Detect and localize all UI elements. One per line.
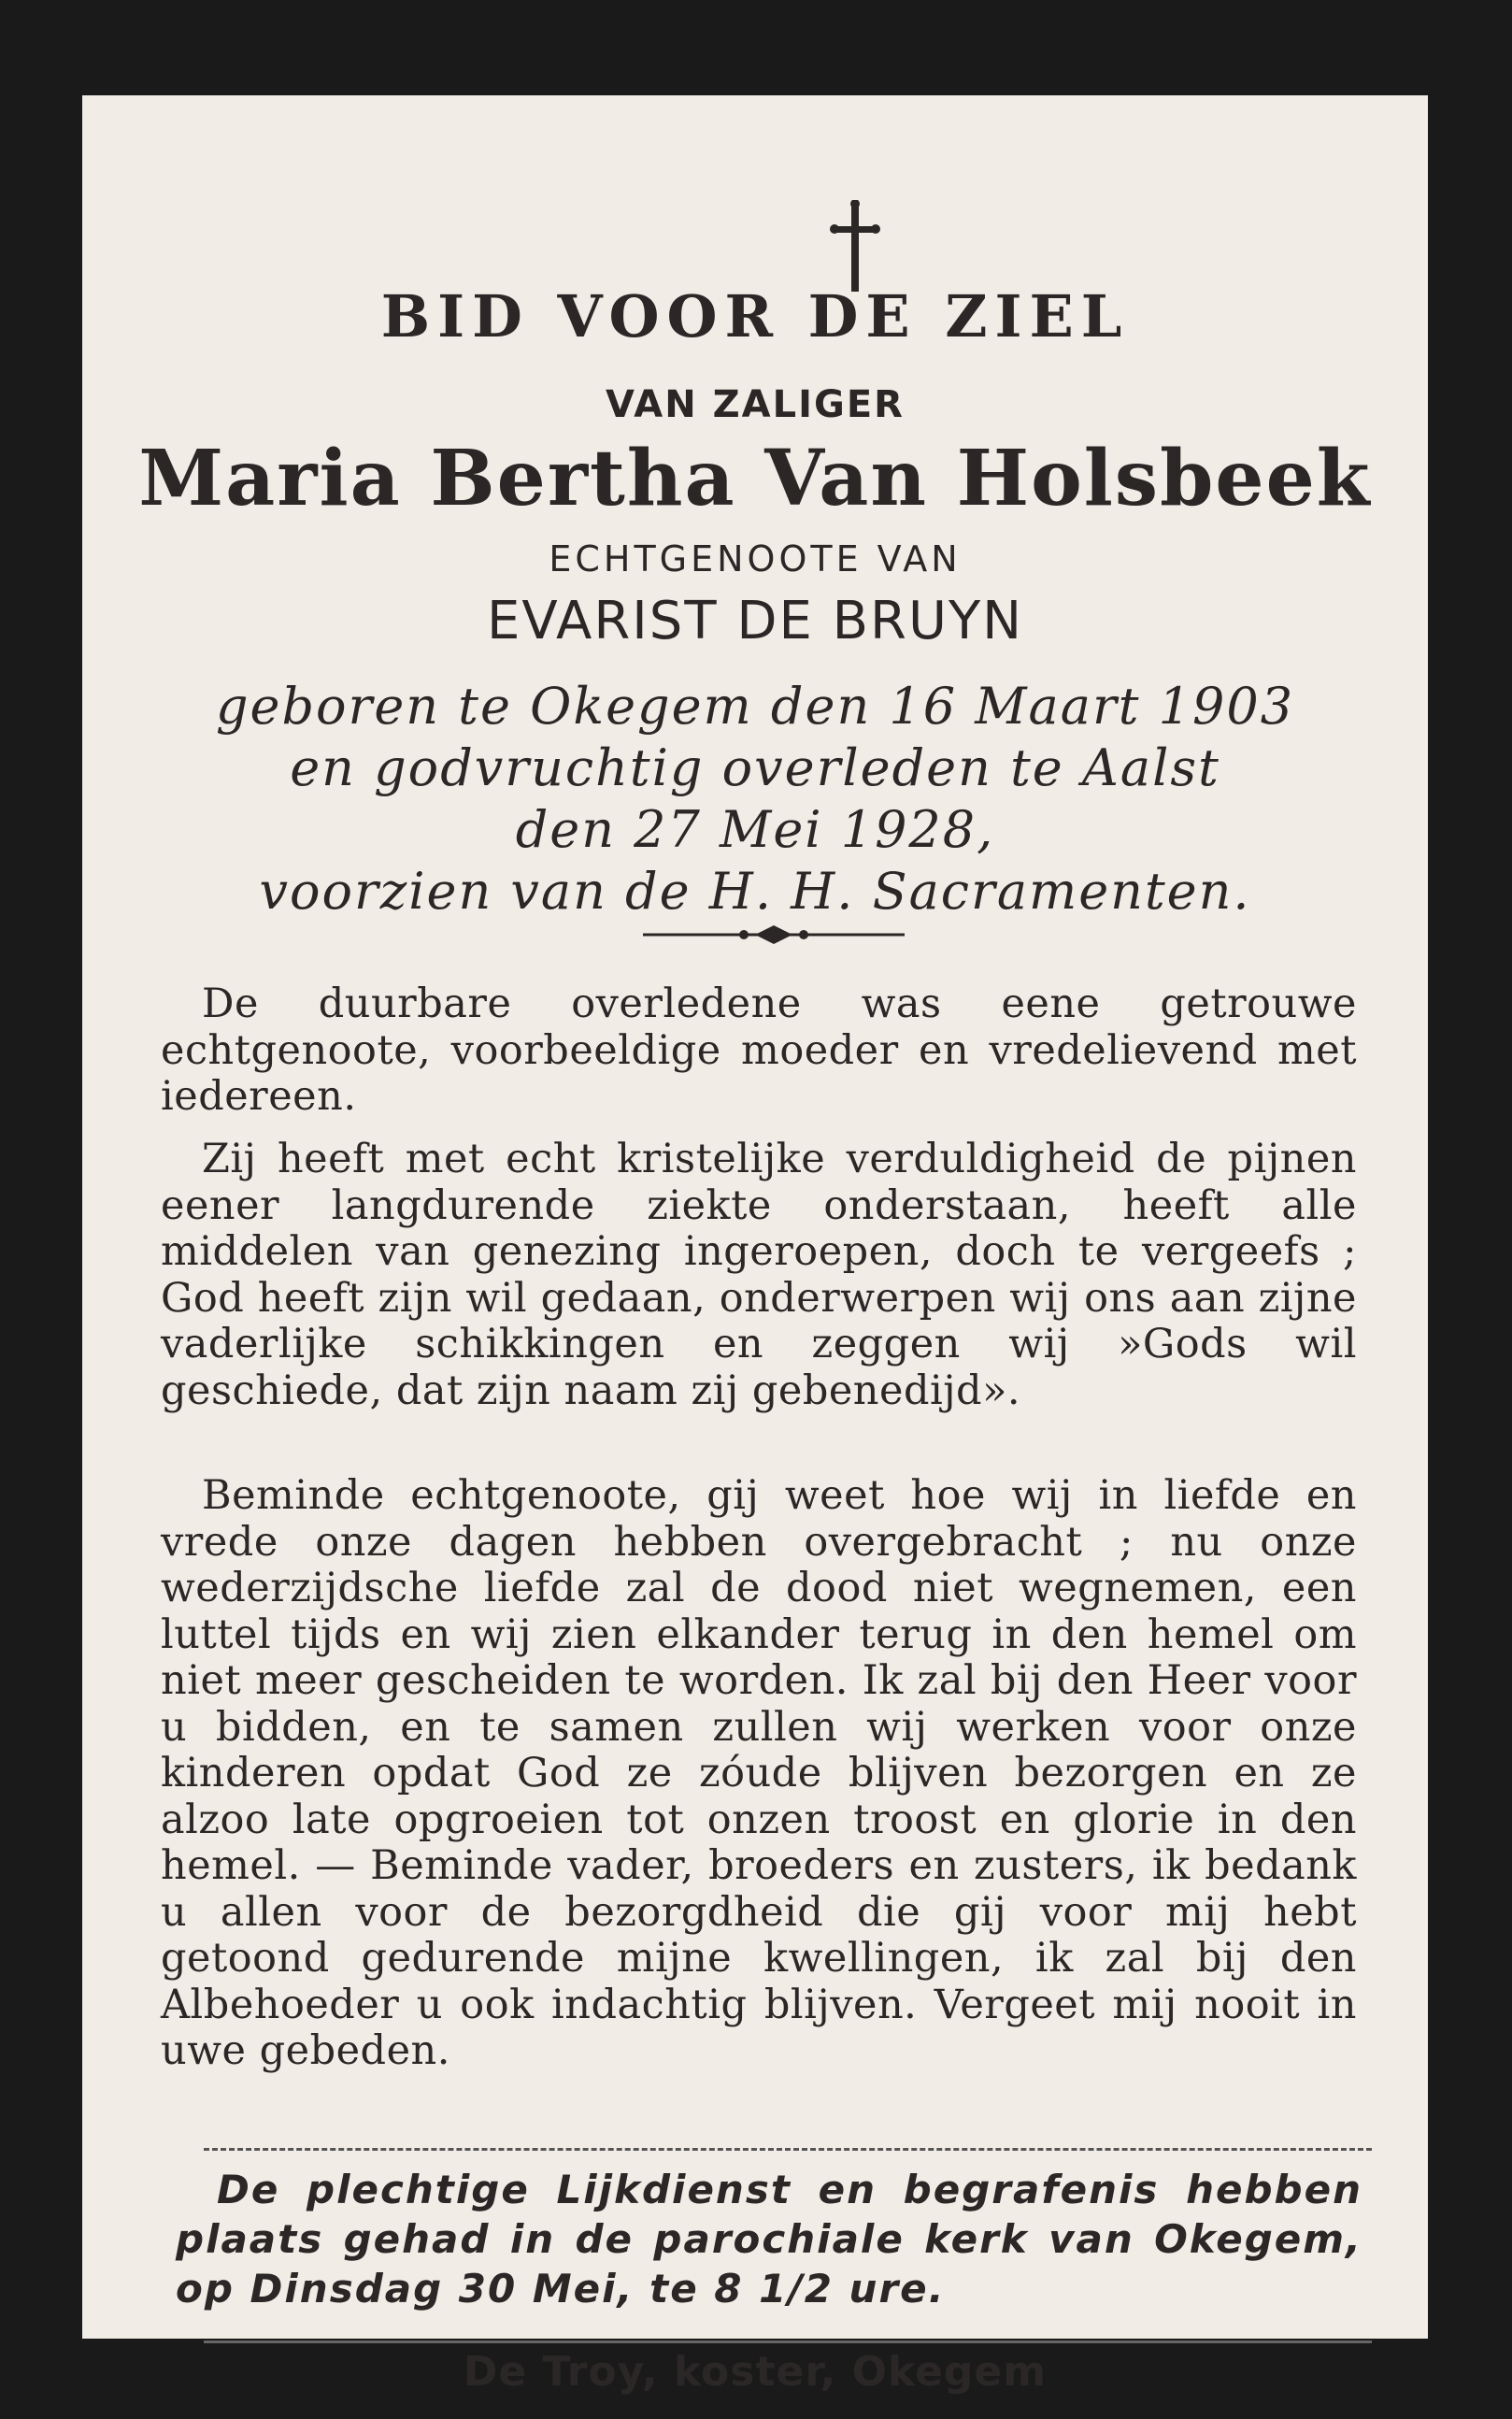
spouse-name: EVARIST DE BRUYN (486, 591, 1024, 651)
card-subtitle: VAN ZALIGER (606, 383, 905, 426)
paragraph-2: Zij heeft met echt kristelijke verduldigheid de pijnen eener langdurende ziekte onderstaan, heeft alle middelen van genezing ingeroepen, doch te vergeefs ; God heeft zijn wil gedaan, onderwerpen wij ons aan zijne vaderlijke schikkingen en zeggen wij »Gods wil geschiede, dat zijn naam zij gebenedijd». (161, 1136, 1357, 1414)
cross-icon (827, 200, 883, 293)
memorial-card-paper (82, 95, 1428, 2396)
bottom-divider (204, 2340, 1372, 2343)
ornament-divider-icon (643, 923, 905, 947)
card-title: BID VOOR DE ZIEL (380, 282, 1130, 351)
paragraph-3: Beminde echtgenoote, gij weet hoe wij in liefde en vrede onze dagen hebben overgebracht ; nu onze wederzijdsche liefde zal de dood niet wegnemen, een luttel tijds en wij zien elkander terug in den hemel om niet meer gescheiden te worden. Ik zal bij den Heer voor u bidden, en te samen zullen wij werken voor onze kinderen opdat God ze zóude blijven bezorgen en ze alzoo late opgroeien tot onzen troost en glorie in den hemel. — Beminde vader, broeders en zusters, ik bedank u allen voor de bezorgdheid die gij voor mij hebt getoond gedurende mijne kwellingen, ik zal bij den Albehoeder u ook indachtig blijven. Vergeet mij nooit in uwe gebeden. (161, 1472, 1357, 2074)
birth-line: geboren te Okegem den 16 Maart 1903 (215, 677, 1295, 736)
spouse-label: ECHTGENOOTE VAN (549, 538, 962, 580)
death-date-line: den 27 Mei 1928, (515, 800, 995, 859)
printer-credit: De Troy, koster, Okegem (463, 2348, 1048, 2396)
sacraments-line: voorzien van de H. H. Sacramenten. (259, 862, 1251, 921)
paragraph-1: De duurbare overledene was eene getrouwe echtgenoote, voorbeeldige moeder en vredelievend met iedereen. (161, 980, 1357, 1120)
death-line: en godvruchtig overleden te Aalst (290, 738, 1220, 797)
dashed-divider (204, 2148, 1372, 2151)
deceased-name: Maria Bertha Van Holsbeek (138, 434, 1372, 523)
funeral-notice: De plechtige Lijkdienst en begrafenis hebben plaats gehad in de parochiale kerk van Okegem, op Dinsdag 30 Mei, te 8 1/2 ure. (176, 2167, 1362, 2312)
